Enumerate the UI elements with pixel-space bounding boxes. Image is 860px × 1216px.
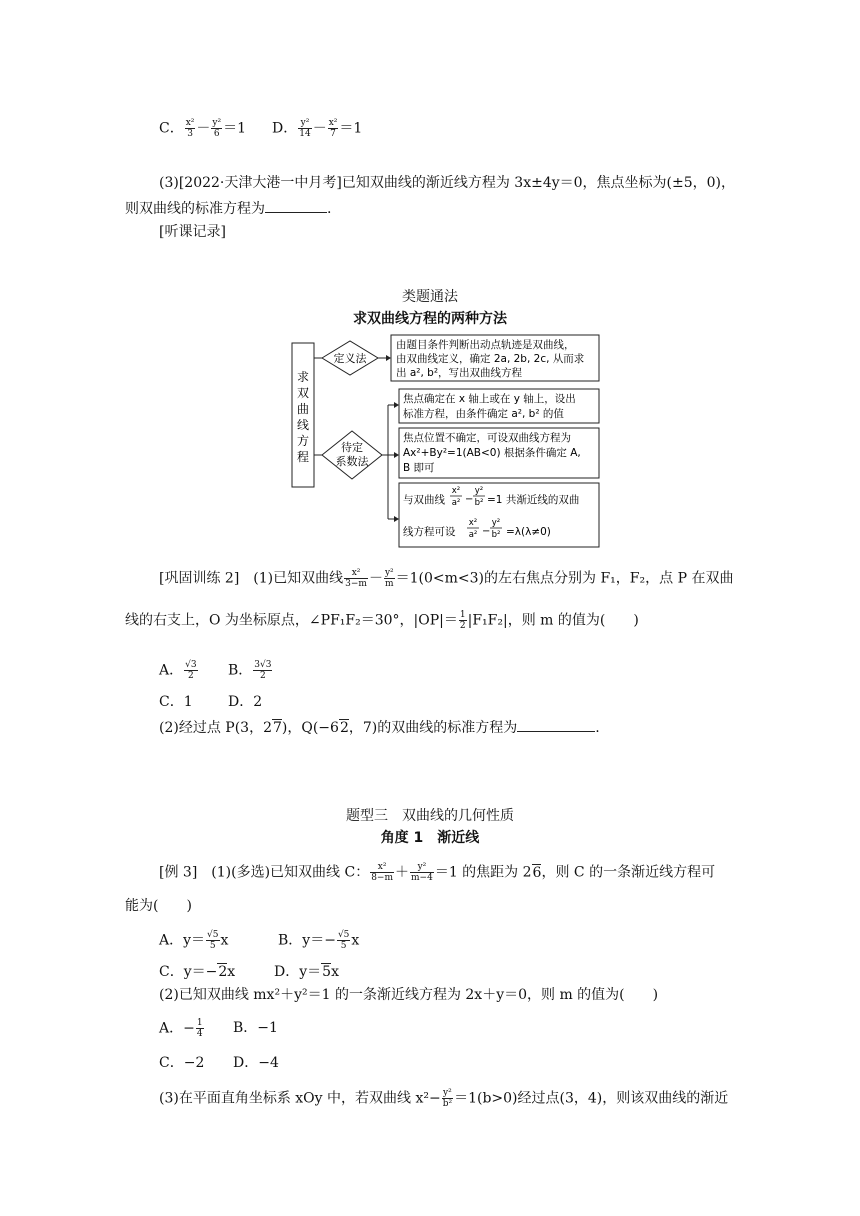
method-title: 求双曲线方程的两种方法 <box>353 311 507 327</box>
ex3-q2-option-d: D．−4 <box>233 1055 279 1071</box>
svg-text:x²: x² <box>468 518 478 528</box>
option-c: C． $\frac{\text{x²}}{3}$ － $\frac{\text{y²}}{6}$ ＝1 <box>159 118 247 139</box>
ex3-option-c: C．y＝−2x <box>159 964 236 980</box>
svg-text:焦点位置不确定，可设双曲线方程为: 焦点位置不确定，可设双曲线方程为 <box>403 432 571 444</box>
answer-blank[interactable] <box>265 198 327 213</box>
svg-text:Ax²+By²=1(AB<0) 根据条件确定 A,: Ax²+By²=1(AB<0) 根据条件确定 A, <box>403 447 581 459</box>
svg-text:标准方程，由条件确定 a², b² 的值: 标准方程，由条件确定 a², b² 的值 <box>403 408 564 420</box>
root-char-1: 求 <box>296 370 310 384</box>
svg-text:a²: a² <box>451 498 461 508</box>
undet-method-label-1: 待定 <box>341 441 363 454</box>
ex3-line2: 能为( ) <box>125 898 192 914</box>
method-diagram <box>290 333 606 549</box>
svg-text:y²: y² <box>474 486 484 496</box>
root-char-3: 曲 <box>296 402 310 416</box>
svg-text:线方程可设: 线方程可设 <box>403 526 456 538</box>
svg-text:=λ(λ≠0): =λ(λ≠0) <box>506 526 551 538</box>
svg-text:焦点确定在 x 轴上或在 y 轴上，设出: 焦点确定在 x 轴上或在 y 轴上，设出 <box>403 393 576 405</box>
undet-method-label-2: 系数法 <box>335 455 369 468</box>
svg-text:−: − <box>465 494 474 505</box>
root-char-2: 双 <box>296 386 310 400</box>
train2-option-c: C．1 <box>159 694 193 710</box>
svg-text:a²: a² <box>468 530 478 540</box>
svg-text:由题目条件判断出动点轨迹是双曲线，: 由题目条件判断出动点轨迹是双曲线， <box>396 339 575 351</box>
train2-line1: [巩固训练 2] (1)已知双曲线 $\frac{\text{x²}}{3-m}$ － $\frac{\text{y²}}{m}$ ＝1(0<m<3)的左右焦点分别为 F₁，F₂，点 P 在双曲 <box>159 568 734 589</box>
svg-text:b²: b² <box>474 498 484 508</box>
train2-option-a: A． $\frac{√3}{2}$ <box>159 660 197 681</box>
root-char-6: 程 <box>296 450 310 464</box>
section-title: 题型三 双曲线的几何性质 <box>346 808 514 824</box>
svg-text:−: − <box>482 526 491 537</box>
svg-text:y²: y² <box>491 518 501 528</box>
svg-text:B 即可: B 即可 <box>403 462 435 474</box>
root-char-4: 线 <box>296 418 310 432</box>
train2-line2: 线的右支上，O 为坐标原点，∠PF₁F₂＝30°，|OP|＝ $\frac{1}{2}$ |F₁F₂|，则 m 的值为( ) <box>125 610 639 631</box>
ex3-question-2: (2)已知双曲线 mx²＋y²＝1 的一条渐近线方程为 2x＋y＝0，则 m 的值为( ) <box>159 987 659 1003</box>
train2-question-2: (2)经过点 P(3，27)，Q(−62，7)的双曲线的标准方程为 . <box>159 717 600 738</box>
svg-text:出 a², b²，写出双曲线方程: 出 a², b²，写出双曲线方程 <box>396 367 523 379</box>
method-subtitle: 类题通法 <box>402 289 458 305</box>
ex3-question-3: (3)在平面直角坐标系 xOy 中，若双曲线 x²− $\frac{\text{y²}}{\text{b²}}$ ＝1(b>0)经过点(3，4)，则该双曲线的渐近 <box>159 1088 729 1109</box>
svg-text:x²: x² <box>451 486 461 496</box>
def-method-label: 定义法 <box>333 352 367 365</box>
section-subtitle: 角度 1 渐近线 <box>380 830 480 846</box>
ex3-option-d: D．y＝5x <box>274 964 339 980</box>
listen-record-label: [听课记录] <box>159 224 226 240</box>
question-3-line1: (3)[2022·天津大港一中月考]已知双曲线的渐近线方程为 3x±4y＝0，焦点坐标为(±5，0)， <box>159 175 736 191</box>
train2-option-b: B． $\frac{3√3}{2}$ <box>228 660 272 681</box>
ex3-q2-option-c: C．−2 <box>159 1055 205 1071</box>
ex3-option-b: B．y＝− $\frac{√5}{5}$ x <box>278 930 360 951</box>
ex3-option-a: A．y＝ $\frac{√5}{5}$ x <box>159 930 229 951</box>
svg-text:与双曲线: 与双曲线 <box>403 494 445 506</box>
svg-text:b²: b² <box>491 530 501 540</box>
answer-blank[interactable] <box>517 717 595 732</box>
svg-text:由双曲线定义，确定 2a, 2b, 2c, 从而求: 由双曲线定义，确定 2a, 2b, 2c, 从而求 <box>396 353 585 365</box>
ex3-q2-option-b: B．−1 <box>233 1020 278 1036</box>
train2-option-d: D．2 <box>228 694 263 710</box>
option-d: D． $\frac{\text{y²}}{14}$ － $\frac{\text{x²}}{7}$ ＝1 <box>272 118 363 139</box>
ex3-line1: [例 3] (1)(多选)已知双曲线 C： $\frac{\text{x²}}{8-m}$ ＋ $\frac{\text{y²}}{m-4}$ ＝1 的焦距为 26，则 C 的一条渐近线方程可 <box>159 862 716 883</box>
svg-text:=1 共渐近线的双曲: =1 共渐近线的双曲 <box>487 494 580 506</box>
ex3-q2-option-a: A．− $\frac{1}{4}$ <box>159 1018 203 1039</box>
question-3-line2: 则双曲线的标准方程为 . <box>125 198 331 219</box>
root-char-5: 方 <box>296 434 310 448</box>
